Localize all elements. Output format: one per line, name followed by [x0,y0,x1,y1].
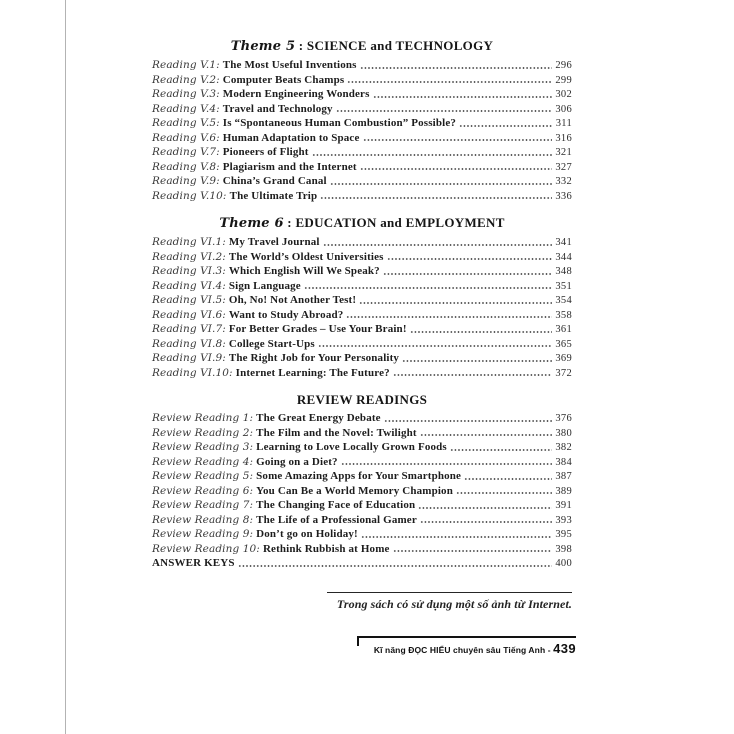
toc-entry-label: Reading VI.5: [152,294,226,306]
toc-entry-page: 382 [555,442,572,453]
toc-entry-title: College Start-Ups [228,337,315,350]
toc-entry-label: Reading VI.8: [152,337,226,350]
toc-entry-title: Rethink Rubbish at Home [262,542,390,555]
dot-leader [304,286,553,290]
toc-entry-label: Reading VI.6: [152,308,226,321]
toc-entry-label: Reading V.6: [152,131,220,144]
toc-entry-label: Reading VI.7: [152,323,226,335]
toc-entry [152,116,572,131]
toc-entry-page: 380 [555,427,572,439]
dot-leader [420,433,553,437]
toc-entry-title: The Life of a Professional Gamer [256,513,417,526]
toc-entry-page: 344 [555,251,572,263]
dot-leader [373,95,553,99]
answer-keys-row [152,556,572,571]
toc-entry [152,73,572,88]
toc-entry [152,469,572,484]
toc-entry-page: 361 [555,324,572,335]
dot-leader [238,564,553,568]
section-heading-theme: Theme 5 [230,39,296,54]
toc-entry [152,250,572,265]
toc-entry-title: The Most Useful Inventions [222,59,357,71]
toc-entry [152,308,572,323]
toc-entry [152,174,572,189]
dot-leader [402,359,552,363]
section-heading [152,215,572,232]
toc-entry-label: Reading V.8: [152,160,220,173]
toc-entry-label: Reading V.3: [152,88,220,100]
toc-entry [152,264,572,279]
toc-entry-title: Going on a Diet? [256,455,338,468]
footer-rule [357,636,576,638]
page-footer [357,636,576,656]
toc-entry-label: Review Reading 10: [152,542,260,555]
dot-leader [363,138,553,142]
toc-entry-title: Learning to Love Locally Grown Foods [256,441,447,453]
dot-leader [420,520,552,524]
toc-entry [152,337,572,352]
toc-entry-page: 327 [555,161,572,173]
book-page-content [152,38,572,571]
answer-keys-page: 400 [555,558,572,569]
toc-entry-title: Sign Language [228,279,301,292]
toc-entry [152,235,572,250]
dot-leader [323,243,553,247]
toc-entry [152,455,572,470]
toc-entry [152,351,572,366]
dot-leader [330,182,553,186]
dot-leader [336,109,553,113]
section-heading [152,392,572,408]
dot-leader [312,153,553,157]
toc-entry-label: Reading V.7: [152,146,220,158]
dot-leader [361,535,552,539]
toc-entry-title: Which English Will We Speak? [228,265,380,277]
toc-entry [152,366,572,381]
dot-leader [347,80,552,84]
toc-entry-page: 354 [555,295,572,306]
toc-entry-label: Review Reading 1: [152,412,254,424]
toc-entry-page: 387 [555,471,572,482]
toc-entry-title: Internet Learning: The Future? [235,366,390,379]
toc-entry [152,279,572,294]
toc-entry [152,513,572,528]
footer-page-number: 439 [553,641,576,656]
toc-entry-page: 384 [555,456,572,468]
section-heading-title: : SCIENCE and TECHNOLOGY [295,38,494,53]
dot-leader [393,373,553,377]
dot-leader [359,301,552,305]
toc-entry-page: 365 [555,338,572,350]
toc-entry [152,426,572,441]
toc-entry-label: Reading VI.2: [152,250,226,263]
toc-entry-label: Reading V.5: [152,117,220,129]
credits-note-block [327,592,572,612]
toc-entry-title: Oh, No! Not Another Test! [228,294,357,306]
section-heading [152,38,572,55]
toc-entry [152,527,572,542]
toc-entry-title: China’s Grand Canal [222,175,327,187]
dot-leader [387,257,553,261]
toc-entry-label: Reading VI.1: [152,236,226,248]
toc-entry-page: 389 [555,485,572,497]
note-divider [327,592,572,593]
toc-entry-title: Modern Engineering Wonders [222,88,370,100]
toc-entry-title: The World’s Oldest Universities [228,250,384,263]
dot-leader [346,315,552,319]
toc-entry-title: Want to Study Abroad? [228,308,344,321]
toc-entry-page: 341 [555,237,572,248]
toc-entry-page: 398 [555,543,572,555]
dot-leader [360,167,553,171]
toc-entry [152,102,572,117]
footer-book-title: Kĩ năng ĐỌC HIỂU chuyên sâu Tiếng Anh [373,645,546,655]
dot-leader [318,344,553,348]
toc-entry-title: Human Adaptation to Space [222,131,360,144]
section-heading-title: : EDUCATION and EMPLOYMENT [283,215,505,230]
toc-entry-label: Reading V.10: [152,189,227,202]
dot-leader [320,196,552,200]
credits-note: Trong sách có sử dụng một số ảnh từ Internet. [336,597,572,611]
toc-entry-page: 316 [555,132,572,144]
toc-entry [152,498,572,513]
dot-leader [418,506,552,510]
toc-entry-title: The Right Job for Your Personality [228,352,400,364]
dot-leader [464,477,552,481]
toc-entry-label: Reading VI.10: [152,366,233,379]
toc-entry-page: 369 [555,353,572,364]
table-of-contents [152,38,572,571]
toc-entry [152,189,572,204]
toc-entry-title: Some Amazing Apps for Your Smartphone [256,470,462,482]
toc-entry-page: 321 [555,147,572,158]
section-heading-title: REVIEW READINGS [296,392,428,407]
toc-entry-label: Review Reading 5: [152,470,254,482]
toc-entry-label: Review Reading 4: [152,455,254,468]
toc-entry-label: Review Reading 8: [152,513,254,526]
toc-entry [152,87,572,102]
toc-entry [152,322,572,337]
toc-entry-page: 332 [555,176,572,187]
toc-entry-label: Review Reading 2: [152,426,254,439]
toc-entry-label: Reading V.9: [152,175,220,187]
toc-entry-page: 358 [555,309,572,321]
toc-entry-title: For Better Grades – Use Your Brain! [228,323,407,335]
footer-separator: - [545,645,554,655]
dot-leader [360,66,553,70]
toc-entry [152,145,572,160]
toc-entry [152,160,572,175]
toc-entry-page: 296 [555,60,572,71]
toc-entry-label: Review Reading 9: [152,528,254,540]
toc-entry-page: 372 [555,367,572,379]
answer-keys-title: ANSWER KEYS [152,557,235,569]
dot-leader [384,419,553,423]
toc-entry-title: Plagiarism and the Internet [222,160,357,173]
toc-entry-title: My Travel Journal [228,236,320,248]
dot-leader [341,462,553,466]
toc-entry-label: Reading V.2: [152,73,220,86]
toc-entry-title: Don’t go on Holiday! [256,528,358,540]
toc-entry-label: Reading VI.4: [152,279,226,292]
toc-entry [152,440,572,455]
toc-entry-page: 393 [555,514,572,526]
section-heading-theme: Theme 6 [219,216,284,231]
toc-entry [152,131,572,146]
toc-entry-label: Review Reading 7: [152,499,254,511]
toc-entry-page: 376 [555,413,572,424]
toc-entry-page: 302 [555,89,572,100]
dot-leader [383,272,553,276]
toc-entry-page: 311 [555,118,572,129]
toc-entry-label: Reading VI.9: [152,352,226,364]
toc-entry-page: 348 [555,266,572,277]
page-edge-line [65,0,66,734]
toc-entry-title: Pioneers of Flight [222,146,309,158]
dot-leader [410,330,553,334]
toc-entry [152,542,572,557]
toc-entry [152,484,572,499]
toc-entry-label: Reading V.4: [152,102,220,115]
toc-entry-title: Travel and Technology [222,102,333,115]
dot-leader [456,491,552,495]
toc-entry-title: The Ultimate Trip [229,189,318,202]
toc-entry-title: Computer Beats Champs [222,73,345,86]
toc-entry-title: Is “Spontaneous Human Combustion” Possible? [222,117,457,129]
toc-entry [152,293,572,308]
toc-entry-page: 336 [555,190,572,202]
toc-entry-label: Review Reading 3: [152,441,254,453]
footer-text [357,641,576,656]
toc-entry-page: 299 [555,74,572,86]
toc-entry-page: 306 [555,103,572,115]
toc-entry-page: 351 [555,280,572,292]
toc-entry-page: 391 [555,500,572,511]
toc-entry-page: 395 [555,529,572,540]
toc-entry [152,411,572,426]
toc-entry-label: Review Reading 6: [152,484,254,497]
toc-entry-title: You Can Be a World Memory Champion [256,484,453,497]
dot-leader [393,549,553,553]
toc-entry [152,58,572,73]
toc-entry-title: The Changing Face of Education [256,499,416,511]
toc-entry-label: Reading VI.3: [152,265,226,277]
toc-entry-label: Reading V.1: [152,59,220,71]
dot-leader [450,448,553,452]
toc-entry-title: The Film and the Novel: Twilight [256,426,417,439]
dot-leader [459,124,553,128]
toc-entry-title: The Great Energy Debate [256,412,381,424]
